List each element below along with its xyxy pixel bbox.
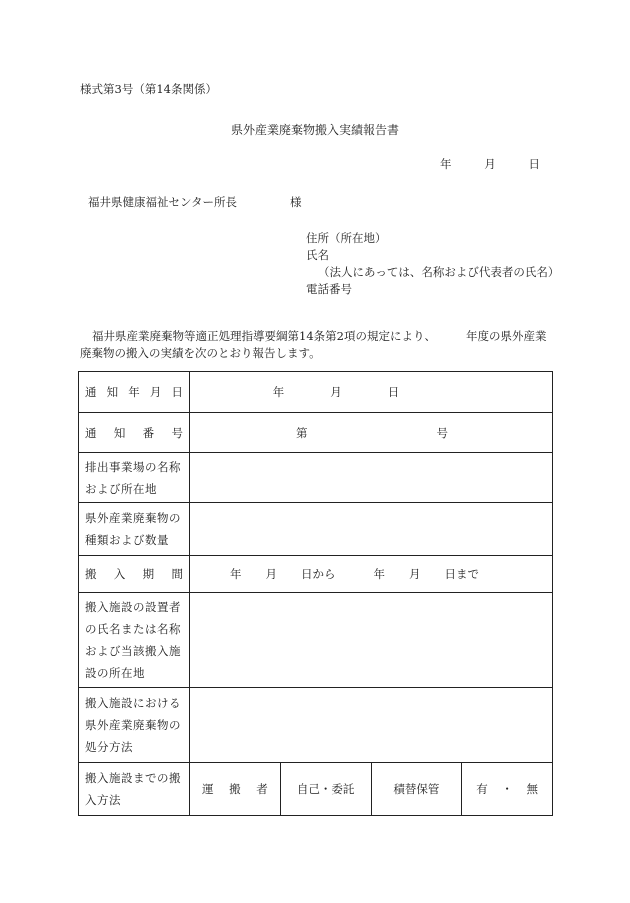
table-row-period (79, 556, 553, 593)
applicant-address-label: 住所（所在地） (306, 231, 387, 245)
notice-date-label: 通 知 年 月 日 (79, 372, 190, 413)
applicant-name-label: 氏名 (306, 248, 329, 262)
recipient-name: 福井県健康福祉センター所長 (88, 195, 238, 209)
date-year-label: 年 (440, 157, 452, 171)
facility-field[interactable] (190, 593, 553, 688)
transport-label: 搬入施設までの搬入方法 (79, 763, 190, 816)
storage-label: 積替保管 (371, 763, 462, 816)
applicant-phone-label: 電話番号 (306, 282, 352, 296)
storage-value[interactable]: 有 ・ 無 (462, 763, 553, 816)
date-day-label: 日 (528, 157, 540, 171)
period-label: 搬 入 期 間 (79, 556, 190, 593)
table-row-waste-type (79, 503, 553, 556)
notice-date-field[interactable]: 年 月 日 (190, 372, 553, 413)
applicant-block (306, 230, 559, 298)
waste-type-field[interactable] (190, 503, 553, 556)
form-id: 様式第3号（第14条関係） (80, 82, 217, 96)
intro-text-1: 福井県産業廃棄物等適正処理指導要綱第14条第2項の規定により、 (92, 329, 436, 343)
disposal-method-label: 搬入施設における県外産業廃棄物の処分方法 (79, 688, 190, 763)
applicant-name-note: （法人にあっては、名称および代表者の氏名） (318, 265, 560, 279)
notice-number-field[interactable]: 第 号 (190, 413, 553, 453)
table-row-notice-number (79, 413, 553, 453)
date-month-label: 月 (484, 157, 496, 171)
report-table (78, 371, 553, 816)
carrier-label: 運 搬 者 (190, 763, 281, 816)
intro-paragraph (80, 328, 552, 362)
table-row-facility (79, 593, 553, 688)
discharge-site-label: 排出事業場の名称および所在地 (79, 453, 190, 503)
intro-text-2: 年度の県外産業廃棄物の搬入の実績を次のとおり報告します。 (80, 329, 547, 360)
report-date (440, 156, 540, 172)
table-row-transport (79, 763, 553, 816)
table-row-notice-date (79, 372, 553, 413)
table-row-disposal-method (79, 688, 553, 763)
recipient (88, 194, 302, 210)
recipient-honorific: 様 (290, 195, 302, 209)
notice-number-label: 通 知 番 号 (79, 413, 190, 453)
waste-type-label: 県外産業廃棄物の種類および数量 (79, 503, 190, 556)
document-title: 県外産業廃棄物搬入実績報告書 (230, 123, 399, 137)
discharge-site-field[interactable] (190, 453, 553, 503)
disposal-method-field[interactable] (190, 688, 553, 763)
facility-label: 搬入施設の設置者の氏名または名称および当該搬入施設の所在地 (79, 593, 190, 688)
carrier-value[interactable]: 自己・委託 (280, 763, 371, 816)
period-field[interactable]: 年 月 日から 年 月 日まで (190, 556, 553, 593)
table-row-discharge-site (79, 453, 553, 503)
